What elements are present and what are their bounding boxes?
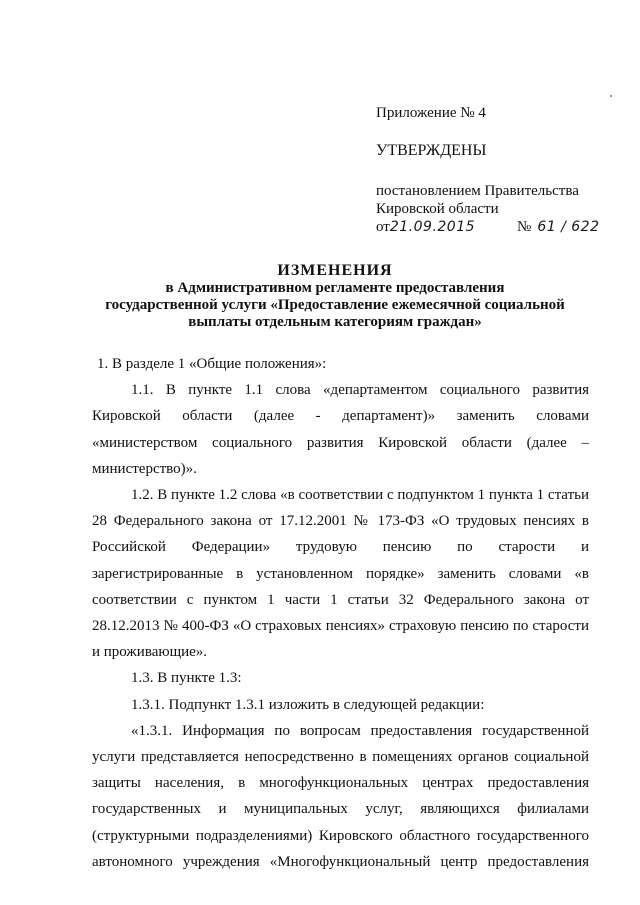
document-heading (100, 262, 570, 331)
paragraph-1: 1. В разделе 1 «Общие положения»: (97, 356, 327, 372)
heading-line-2: государственной услуги «Предоставление ежемесячной социальной (105, 297, 565, 313)
paragraph-4: 1.3. В пункте 1.3: (131, 670, 242, 687)
date-prefix: от (376, 219, 390, 235)
date-handwritten: 21.09.2015 (389, 219, 476, 235)
scan-speck (610, 95, 612, 97)
date-number-line (376, 218, 606, 236)
document-body (92, 351, 589, 875)
paragraph-2: 1.1. В пункте 1.1 слова «департаментом социального развития Кировской области (далее - департамент)» заменить словами «министерством социального развития Кировской области (далее – министерство)». (92, 382, 589, 477)
decree-line-2: Кировской области (376, 201, 499, 217)
approved-label: УТВЕРЖДЕНЫ (376, 142, 487, 159)
number-handwritten: 61 / 622 (537, 219, 600, 235)
approval-block (376, 104, 606, 236)
paragraph-3: 1.2. В пункте 1.2 слова «в соответствии с подпунктом 1 пункта 1 статьи 28 Федерального закона от 17.12.2001 № 173-ФЗ «О трудовых пенсиях в Российской Федерации» трудовую пенсию по старости и зарегистрированные в установленном порядке» заменить словами «в соответствии с пунктом 1 части 1 статьи 32 Федерального закона от 28.12.2013 № 400-ФЗ «О страховых пенсиях» страховую пенсию по старости и проживающие». (92, 487, 589, 661)
heading-title: ИЗМЕНЕНИЯ (277, 262, 393, 279)
paragraph-5: 1.3.1. Подпункт 1.3.1 изложить в следующей редакции: (131, 696, 485, 713)
paragraph-6: «1.3.1. Информация по вопросам предоставления государственной услуги представляется непосредственно в помещениях органов социальной защиты населения, в многофункциональных центрах предоставления государственных и муниципальных услуг, являющихся филиалами (структурными подразделениями) Кировского областного государственного автономного учреждения «Многофункциональный центр предоставления (92, 722, 589, 870)
heading-line-3: выплаты отдельным категориям граждан» (188, 314, 482, 330)
annex-label: Приложение № 4 (376, 105, 486, 121)
decree-line-1: постановлением Правительства (376, 183, 579, 199)
number-prefix: № (517, 219, 532, 235)
heading-line-1: в Административном регламенте предоставления (165, 280, 505, 296)
